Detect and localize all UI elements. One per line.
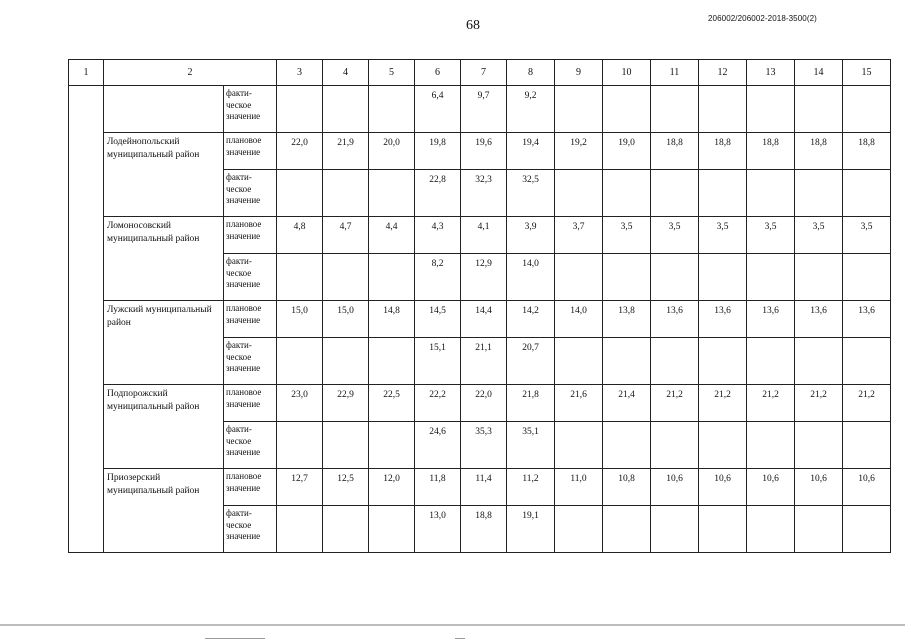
region-name-cell: Лужский муниципальный район xyxy=(104,301,224,385)
value-cell xyxy=(323,338,369,385)
value-cell: 32,5 xyxy=(507,170,555,217)
value-cell xyxy=(555,506,603,553)
value-cell: 8,2 xyxy=(415,254,461,301)
value-cell: 14,8 xyxy=(369,301,415,338)
value-cell: 10,8 xyxy=(603,469,651,506)
value-cell: 21,6 xyxy=(555,385,603,422)
value-cell: 4,8 xyxy=(277,217,323,254)
table-row xyxy=(69,86,891,133)
value-cell: 22,2 xyxy=(415,385,461,422)
value-cell: 14,0 xyxy=(555,301,603,338)
value-cell xyxy=(747,422,795,469)
value-type-cell: факти- ческое значение xyxy=(224,254,277,301)
value-cell: 12,5 xyxy=(323,469,369,506)
value-cell xyxy=(843,422,891,469)
value-cell xyxy=(747,506,795,553)
value-cell: 19,8 xyxy=(415,133,461,170)
value-cell: 10,6 xyxy=(843,469,891,506)
value-cell xyxy=(603,422,651,469)
value-cell: 21,4 xyxy=(603,385,651,422)
value-cell xyxy=(277,170,323,217)
value-cell xyxy=(843,86,891,133)
value-type-cell: плановое значение xyxy=(224,469,277,506)
value-cell: 4,7 xyxy=(323,217,369,254)
scan-mark xyxy=(455,638,465,639)
value-type-cell: факти- ческое значение xyxy=(224,338,277,385)
value-cell: 6,4 xyxy=(415,86,461,133)
column-header: 10 xyxy=(603,60,651,86)
value-cell: 10,6 xyxy=(747,469,795,506)
value-cell xyxy=(843,254,891,301)
value-cell: 13,8 xyxy=(603,301,651,338)
value-cell: 9,2 xyxy=(507,86,555,133)
value-cell: 3,5 xyxy=(699,217,747,254)
value-cell xyxy=(795,254,843,301)
column-header: 12 xyxy=(699,60,747,86)
value-cell: 12,9 xyxy=(461,254,507,301)
value-cell: 18,8 xyxy=(843,133,891,170)
value-cell xyxy=(651,422,699,469)
indicator-table xyxy=(68,59,891,553)
value-cell xyxy=(369,170,415,217)
value-cell: 14,0 xyxy=(507,254,555,301)
value-cell: 11,2 xyxy=(507,469,555,506)
value-cell xyxy=(323,422,369,469)
value-cell: 19,6 xyxy=(461,133,507,170)
value-cell: 13,6 xyxy=(651,301,699,338)
value-cell: 19,1 xyxy=(507,506,555,553)
value-cell: 3,5 xyxy=(651,217,699,254)
value-cell: 10,6 xyxy=(699,469,747,506)
value-cell xyxy=(603,506,651,553)
value-cell xyxy=(747,86,795,133)
value-cell: 11,8 xyxy=(415,469,461,506)
value-cell: 4,1 xyxy=(461,217,507,254)
value-cell xyxy=(651,170,699,217)
value-cell: 32,3 xyxy=(461,170,507,217)
value-cell: 3,5 xyxy=(795,217,843,254)
value-cell xyxy=(795,506,843,553)
value-cell xyxy=(555,86,603,133)
value-cell: 18,8 xyxy=(795,133,843,170)
value-cell: 3,5 xyxy=(747,217,795,254)
value-cell: 12,0 xyxy=(369,469,415,506)
value-cell: 21,2 xyxy=(795,385,843,422)
value-cell xyxy=(795,422,843,469)
value-cell: 22,5 xyxy=(369,385,415,422)
page-number: 68 xyxy=(466,18,480,33)
table-row xyxy=(69,469,891,506)
value-cell: 4,3 xyxy=(415,217,461,254)
value-cell xyxy=(843,506,891,553)
value-cell xyxy=(277,338,323,385)
region-name-cell: Подпорожский муниципальный район xyxy=(104,385,224,469)
value-cell xyxy=(843,170,891,217)
value-cell: 10,6 xyxy=(795,469,843,506)
value-cell xyxy=(369,86,415,133)
value-cell: 3,5 xyxy=(843,217,891,254)
value-cell xyxy=(277,506,323,553)
value-type-cell: плановое значение xyxy=(224,217,277,254)
column-header: 7 xyxy=(461,60,507,86)
value-cell xyxy=(795,338,843,385)
value-cell xyxy=(699,86,747,133)
region-name-cell: Ломоносовский муниципальный район xyxy=(104,217,224,301)
value-cell xyxy=(323,254,369,301)
value-cell xyxy=(699,254,747,301)
value-cell xyxy=(323,170,369,217)
value-cell xyxy=(795,86,843,133)
table-header-row xyxy=(69,60,891,86)
value-cell xyxy=(369,338,415,385)
value-cell xyxy=(651,254,699,301)
value-cell xyxy=(651,338,699,385)
value-type-cell: факти- ческое значение xyxy=(224,422,277,469)
value-cell: 24,6 xyxy=(415,422,461,469)
table-row xyxy=(69,217,891,254)
value-type-cell: факти- ческое значение xyxy=(224,170,277,217)
value-cell xyxy=(747,170,795,217)
value-cell: 35,3 xyxy=(461,422,507,469)
value-cell xyxy=(369,422,415,469)
column-header: 11 xyxy=(651,60,699,86)
value-cell: 35,1 xyxy=(507,422,555,469)
value-cell: 11,4 xyxy=(461,469,507,506)
value-cell xyxy=(323,506,369,553)
value-cell: 22,0 xyxy=(461,385,507,422)
value-cell: 21,8 xyxy=(507,385,555,422)
column-header: 14 xyxy=(795,60,843,86)
value-cell: 18,8 xyxy=(461,506,507,553)
value-cell xyxy=(795,170,843,217)
value-type-cell: факти- ческое значение xyxy=(224,506,277,553)
value-cell xyxy=(699,170,747,217)
row-number-column xyxy=(69,86,104,553)
value-cell xyxy=(277,86,323,133)
value-cell: 14,4 xyxy=(461,301,507,338)
table-row xyxy=(69,301,891,338)
value-type-cell: плановое значение xyxy=(224,301,277,338)
value-cell xyxy=(603,338,651,385)
region-name-cell xyxy=(104,86,224,133)
value-cell: 21,9 xyxy=(323,133,369,170)
value-type-cell: факти- ческое значение xyxy=(224,86,277,133)
value-cell: 21,1 xyxy=(461,338,507,385)
value-cell xyxy=(369,254,415,301)
value-cell: 13,6 xyxy=(747,301,795,338)
value-cell: 18,8 xyxy=(651,133,699,170)
column-header: 13 xyxy=(747,60,795,86)
value-cell xyxy=(277,422,323,469)
value-cell: 12,7 xyxy=(277,469,323,506)
value-cell: 22,0 xyxy=(277,133,323,170)
value-cell: 13,6 xyxy=(795,301,843,338)
value-cell: 18,8 xyxy=(699,133,747,170)
value-type-cell: плановое значение xyxy=(224,385,277,422)
value-cell: 19,2 xyxy=(555,133,603,170)
value-cell xyxy=(603,170,651,217)
column-header: 5 xyxy=(369,60,415,86)
value-cell: 3,9 xyxy=(507,217,555,254)
value-cell xyxy=(843,338,891,385)
value-cell xyxy=(747,254,795,301)
value-cell xyxy=(555,170,603,217)
value-cell: 21,2 xyxy=(699,385,747,422)
value-cell xyxy=(651,86,699,133)
value-cell: 20,7 xyxy=(507,338,555,385)
value-cell: 10,6 xyxy=(651,469,699,506)
value-cell: 4,4 xyxy=(369,217,415,254)
region-name-cell: Приозерский муниципальный район xyxy=(104,469,224,553)
value-cell: 19,4 xyxy=(507,133,555,170)
value-cell: 15,0 xyxy=(323,301,369,338)
value-cell: 13,6 xyxy=(699,301,747,338)
column-header: 4 xyxy=(323,60,369,86)
value-cell: 23,0 xyxy=(277,385,323,422)
value-cell xyxy=(699,506,747,553)
value-cell: 11,0 xyxy=(555,469,603,506)
value-cell: 14,5 xyxy=(415,301,461,338)
document-code: 206002/206002-2018-3500(2) xyxy=(708,14,817,23)
value-cell xyxy=(747,338,795,385)
value-cell xyxy=(369,506,415,553)
value-cell: 21,2 xyxy=(747,385,795,422)
value-cell xyxy=(555,338,603,385)
column-header: 8 xyxy=(507,60,555,86)
column-header: 15 xyxy=(843,60,891,86)
value-cell: 3,5 xyxy=(603,217,651,254)
value-cell xyxy=(555,254,603,301)
column-header: 3 xyxy=(277,60,323,86)
table-row xyxy=(69,133,891,170)
scan-mark xyxy=(205,638,265,639)
column-header: 1 xyxy=(69,60,104,86)
value-cell: 13,6 xyxy=(843,301,891,338)
value-type-cell: плановое значение xyxy=(224,133,277,170)
value-cell xyxy=(699,422,747,469)
value-cell xyxy=(323,86,369,133)
value-cell: 18,8 xyxy=(747,133,795,170)
value-cell: 19,0 xyxy=(603,133,651,170)
value-cell xyxy=(651,506,699,553)
value-cell xyxy=(699,338,747,385)
value-cell: 14,2 xyxy=(507,301,555,338)
value-cell: 9,7 xyxy=(461,86,507,133)
value-cell xyxy=(555,422,603,469)
value-cell: 21,2 xyxy=(651,385,699,422)
table-row xyxy=(69,385,891,422)
value-cell: 22,9 xyxy=(323,385,369,422)
value-cell: 21,2 xyxy=(843,385,891,422)
value-cell xyxy=(277,254,323,301)
value-cell xyxy=(603,86,651,133)
column-header: 9 xyxy=(555,60,603,86)
column-header: 2 xyxy=(104,60,277,86)
value-cell: 15,1 xyxy=(415,338,461,385)
region-name-cell: Лодейнопольский муниципальный район xyxy=(104,133,224,217)
value-cell: 20,0 xyxy=(369,133,415,170)
value-cell: 22,8 xyxy=(415,170,461,217)
value-cell: 13,0 xyxy=(415,506,461,553)
value-cell xyxy=(603,254,651,301)
value-cell: 3,7 xyxy=(555,217,603,254)
scan-edge-line xyxy=(0,624,905,626)
column-header: 6 xyxy=(415,60,461,86)
value-cell: 15,0 xyxy=(277,301,323,338)
